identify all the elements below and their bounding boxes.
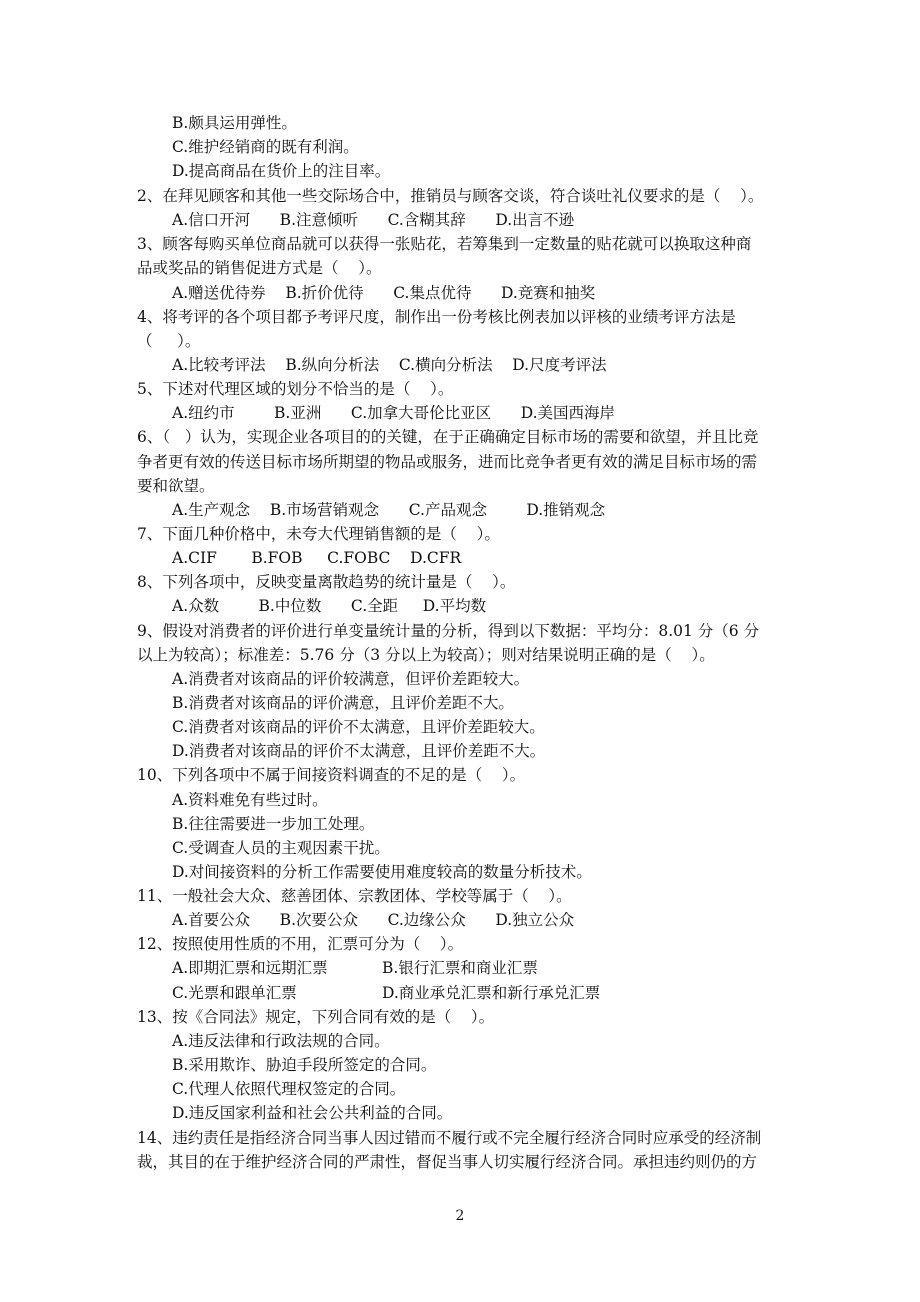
option-line: D.违反国家利益和社会公共利益的合同。 <box>172 1104 453 1122</box>
option-line: B.采用欺诈、胁迫手段所签定的合同。 <box>172 1056 437 1074</box>
question-11: 11、一般社会大众、慈善团体、宗教团体、学校等属于（ ）。 <box>137 887 572 905</box>
question-text: 以上为较高）；标准差：5.76 分（3 分以上为较高）；则对结果说明正确的是（ ）。 <box>137 646 715 664</box>
options-row: A.纽约市 B.亚洲 C.加拿大哥伦比亚区 D.美国西海岸 <box>172 404 616 422</box>
question-12: 12、按照使用性质的不用，汇票可分为（ ）。 <box>137 935 464 953</box>
question-7: 7、下面几种价格中，未夸大代理销售额的是（ ）。 <box>137 525 500 543</box>
options-row: A.赠送优待券 B.折价优待 C.集点优待 D.竞赛和抽奖 <box>172 284 596 302</box>
page-number: 2 <box>455 1208 465 1224</box>
option-line: B.往往需要进一步加工处理。 <box>172 815 375 833</box>
question-6: 6、（ ）认为，实现企业各项目的的关键，在于正确确定目标市场的需要和欲望，并且比竞 <box>137 428 759 446</box>
option-line: D.对间接资料的分析工作需要使用难度较高的数量分析技术。 <box>172 863 592 881</box>
question-3: 3、顾客每购买单位商品就可以获得一张贴花，若筹集到一定数量的贴花就可以换取这种商 <box>137 235 752 253</box>
question-2: 2、在拜见顾客和其他一些交际场合中，推销员与顾客交谈，符合谈吐礼仪要求的是（ ）。 <box>137 187 764 205</box>
options-row: A.CIF B.FOB C.FOBC D.CFR <box>172 549 462 567</box>
options-row: A.生产观念 B.市场营销观念 C.产品观念 D.推销观念 <box>172 501 606 519</box>
option-line: C.维护经销商的既有利润。 <box>172 138 359 156</box>
question-10: 10、下列各项中不属于间接资料调查的不足的是（ ）。 <box>137 766 526 784</box>
question-text: 要和欲望。 <box>137 477 215 495</box>
option-c: C.光票和跟单汇票 <box>172 984 297 1002</box>
options-row: A.首要公众 B.次要公众 C.边缘公众 D.独立公众 <box>172 911 575 929</box>
option-line: D.提高商品在货价上的注目率。 <box>172 162 391 180</box>
question-text: （ ）。 <box>137 332 201 350</box>
question-text: 裁，其目的在于维护经济合同的严肃性，督促当事人切实履行经济合同。承担违约则仍的方 <box>137 1153 758 1171</box>
option-line: C.消费者对该商品的评价不太满意，且评价差距较大。 <box>172 718 545 736</box>
options-row: A.众数 B.中位数 C.全距 D.平均数 <box>172 597 487 615</box>
option-line: D.消费者对该商品的评价不太满意，且评价差距不大。 <box>172 742 546 760</box>
option-line: A.资料难免有些过时。 <box>172 791 328 809</box>
question-14: 14、违约责任是指经济合同当事人因过错而不履行或不完全履行经济合同时应承受的经济制 <box>137 1129 762 1147</box>
question-9: 9、假设对消费者的评价进行单变量统计量的分析，得到以下数据：平均分：8.01 分（6 分 <box>137 622 760 640</box>
option-b: B.银行汇票和商业汇票 <box>382 959 538 977</box>
question-5: 5、下述对代理区域的划分不恰当的是（ ）。 <box>137 380 454 398</box>
option-d: D.商业承兑汇票和新行承兑汇票 <box>382 984 601 1002</box>
option-line: C.受调查人员的主观因素干扰。 <box>172 839 390 857</box>
option-a: A.即期汇票和远期汇票 <box>172 959 328 977</box>
question-8: 8、下列各项中，反映变量离散趋势的统计量是（ ）。 <box>137 573 516 591</box>
options-row: A.信口开河 B.注意倾听 C.含糊其辞 D.出言不逊 <box>172 211 575 229</box>
option-line: B.消费者对该商品的评价满意，且评价差距不大。 <box>172 694 514 712</box>
options-row: A.比较考评法 B.纵向分析法 C.横向分析法 D.尺度考评法 <box>172 356 607 374</box>
question-13: 13、按《合同法》规定，下列合同有效的是（ ）。 <box>137 1008 495 1026</box>
question-4: 4、将考评的各个项目都予考评尺度，制作出一份考核比例表加以评核的业绩考评方法是 <box>137 308 736 326</box>
option-line: A.违反法律和行政法规的合同。 <box>172 1032 390 1050</box>
option-line: C.代理人依照代理权签定的合同。 <box>172 1080 406 1098</box>
option-line: A.消费者对该商品的评价较满意，但评价差距较大。 <box>172 670 530 688</box>
option-line: B.颇具运用弹性。 <box>172 114 297 132</box>
question-text: 争者更有效的传送目标市场所期望的物品或服务，进而比竞争者更有效的满足目标市场的需 <box>137 453 758 471</box>
question-text: 品或奖品的销售促进方式是（ ）。 <box>137 259 382 277</box>
